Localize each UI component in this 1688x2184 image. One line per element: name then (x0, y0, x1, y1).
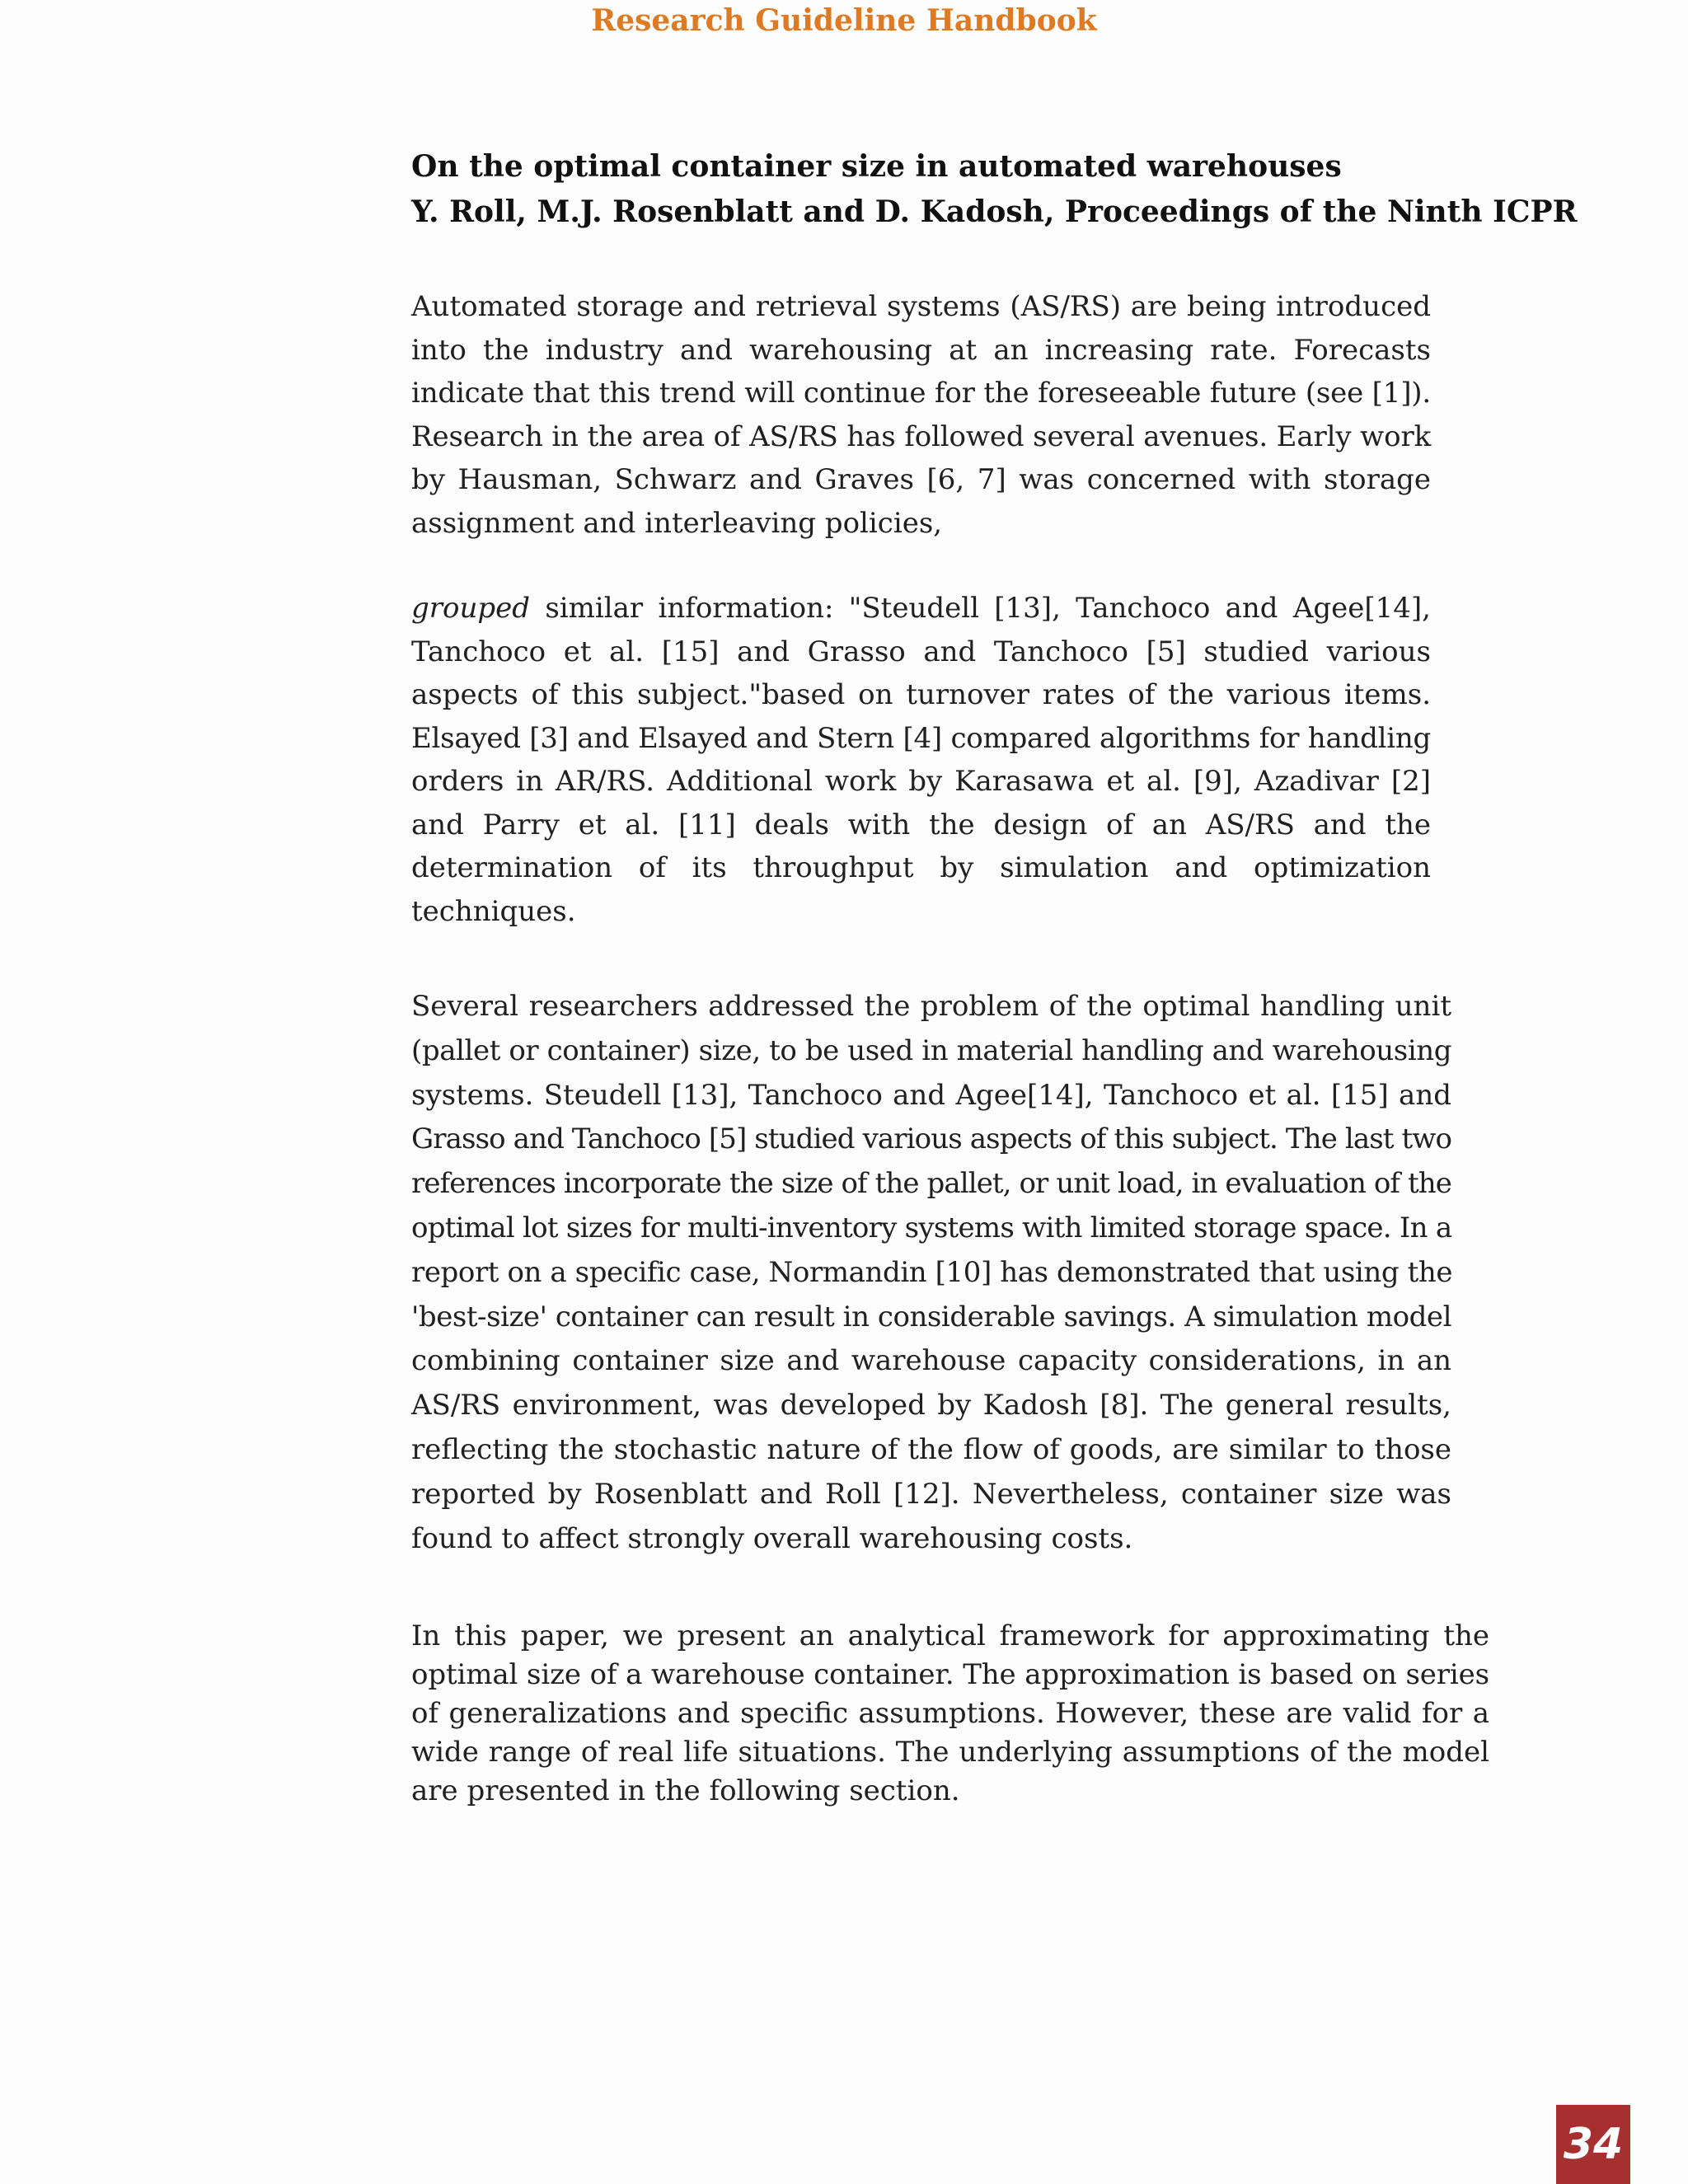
text-line: In this paper, we present an analytical framework for approximating the (411, 1619, 1489, 1652)
text-line: Automated storage and retrieval systems (AS/RS) are being introduced (411, 290, 1431, 323)
running-header: Research Guideline Handbook (591, 3, 1097, 38)
text-line: of generalizations and specific assumptions. However, these are valid for a (411, 1697, 1489, 1730)
text-line: systems. Steudell [13], Tanchoco and Agee[14], Tanchoco et al. [15] and (411, 1078, 1451, 1112)
text-line: techniques. (411, 894, 576, 928)
paragraph-intro (411, 285, 1431, 545)
text-line: report on a specific case, Normandin [10] has demonstrated that using the (411, 1255, 1453, 1289)
article-authors: Y. Roll, M.J. Rosenblatt and D. Kadosh, Proceedings of the Ninth ICPR (411, 194, 1578, 229)
text-line: Tanchoco et al. [15] and Grasso and Tanchoco [5] studied various (411, 635, 1431, 668)
text-line: aspects of this subject."based on turnover rates of the various items. (411, 678, 1431, 711)
text-line: Research in the area of AS/RS has followed several avenues. Early work (411, 419, 1432, 453)
text-line: found to affect strongly overall warehousing costs. (411, 1521, 1133, 1555)
text-line: Several researchers addressed the problem of the optimal handling unit (411, 990, 1451, 1023)
text-line: Grasso and Tanchoco [5] studied various aspects of this subject. The last two (411, 1122, 1452, 1156)
text-line: reflecting the stochastic nature of the flow of goods, are similar to those (411, 1432, 1451, 1466)
text-line: references incorporate the size of the pallet, or unit load, in evaluation of the (411, 1167, 1451, 1201)
text-line: AS/RS environment, was developed by Kadosh [8]. The general results, (411, 1389, 1451, 1422)
paragraph-container-size (411, 985, 1451, 1561)
text-line: indicate that this trend will continue for the foreseeable future (see [1]). (411, 377, 1431, 410)
text-line: into the industry and warehousing at an increasing rate. Forecasts (411, 333, 1431, 367)
text-line: and Parry et al. [11] deals with the design of an AS/RS and the (411, 808, 1431, 841)
text-line: optimal lot sizes for multi-inventory systems with limited storage space. In a (411, 1211, 1452, 1244)
text-line: assignment and interleaving policies, (411, 506, 943, 540)
italic-word: grouped (411, 592, 531, 625)
text-line: orders in AR/RS. Additional work by Karasawa et al. [9], Azadivar [2] (411, 765, 1431, 798)
text-line: 'best-size' container can result in considerable savings. A simulation model (411, 1300, 1451, 1333)
text-line: reported by Rosenblatt and Roll [12]. Nevertheless, container size was (411, 1477, 1451, 1511)
article-heading (411, 144, 1578, 235)
paragraph-related-work (411, 587, 1431, 933)
text-line: Elsayed [3] and Elsayed and Stern [4] compared algorithms for handling (411, 721, 1431, 755)
page-number-badge: 34 (1556, 2105, 1630, 2184)
article-title: On the optimal container size in automated warehouses (411, 149, 1342, 184)
text-line: optimal size of a warehouse container. The approximation is based on series (411, 1658, 1489, 1691)
paragraph-this-paper (411, 1617, 1489, 1811)
text-line: wide range of real life situations. The underlying assumptions of the model (411, 1736, 1489, 1769)
text-line: (pallet or container) size, to be used in material handling and warehousing (411, 1033, 1452, 1067)
text-line: combining container size and warehouse capacity considerations, in an (411, 1344, 1451, 1378)
text-line: are presented in the following section. (411, 1774, 960, 1807)
text-line: determination of its throughput by simulation and optimization (411, 851, 1431, 884)
text-line: by Hausman, Schwarz and Graves [6, 7] was concerned with storage (411, 463, 1431, 496)
text-span: similar information: "Steudell [13], Tanchoco and Agee[14], (530, 592, 1431, 625)
text-line (411, 587, 1431, 630)
